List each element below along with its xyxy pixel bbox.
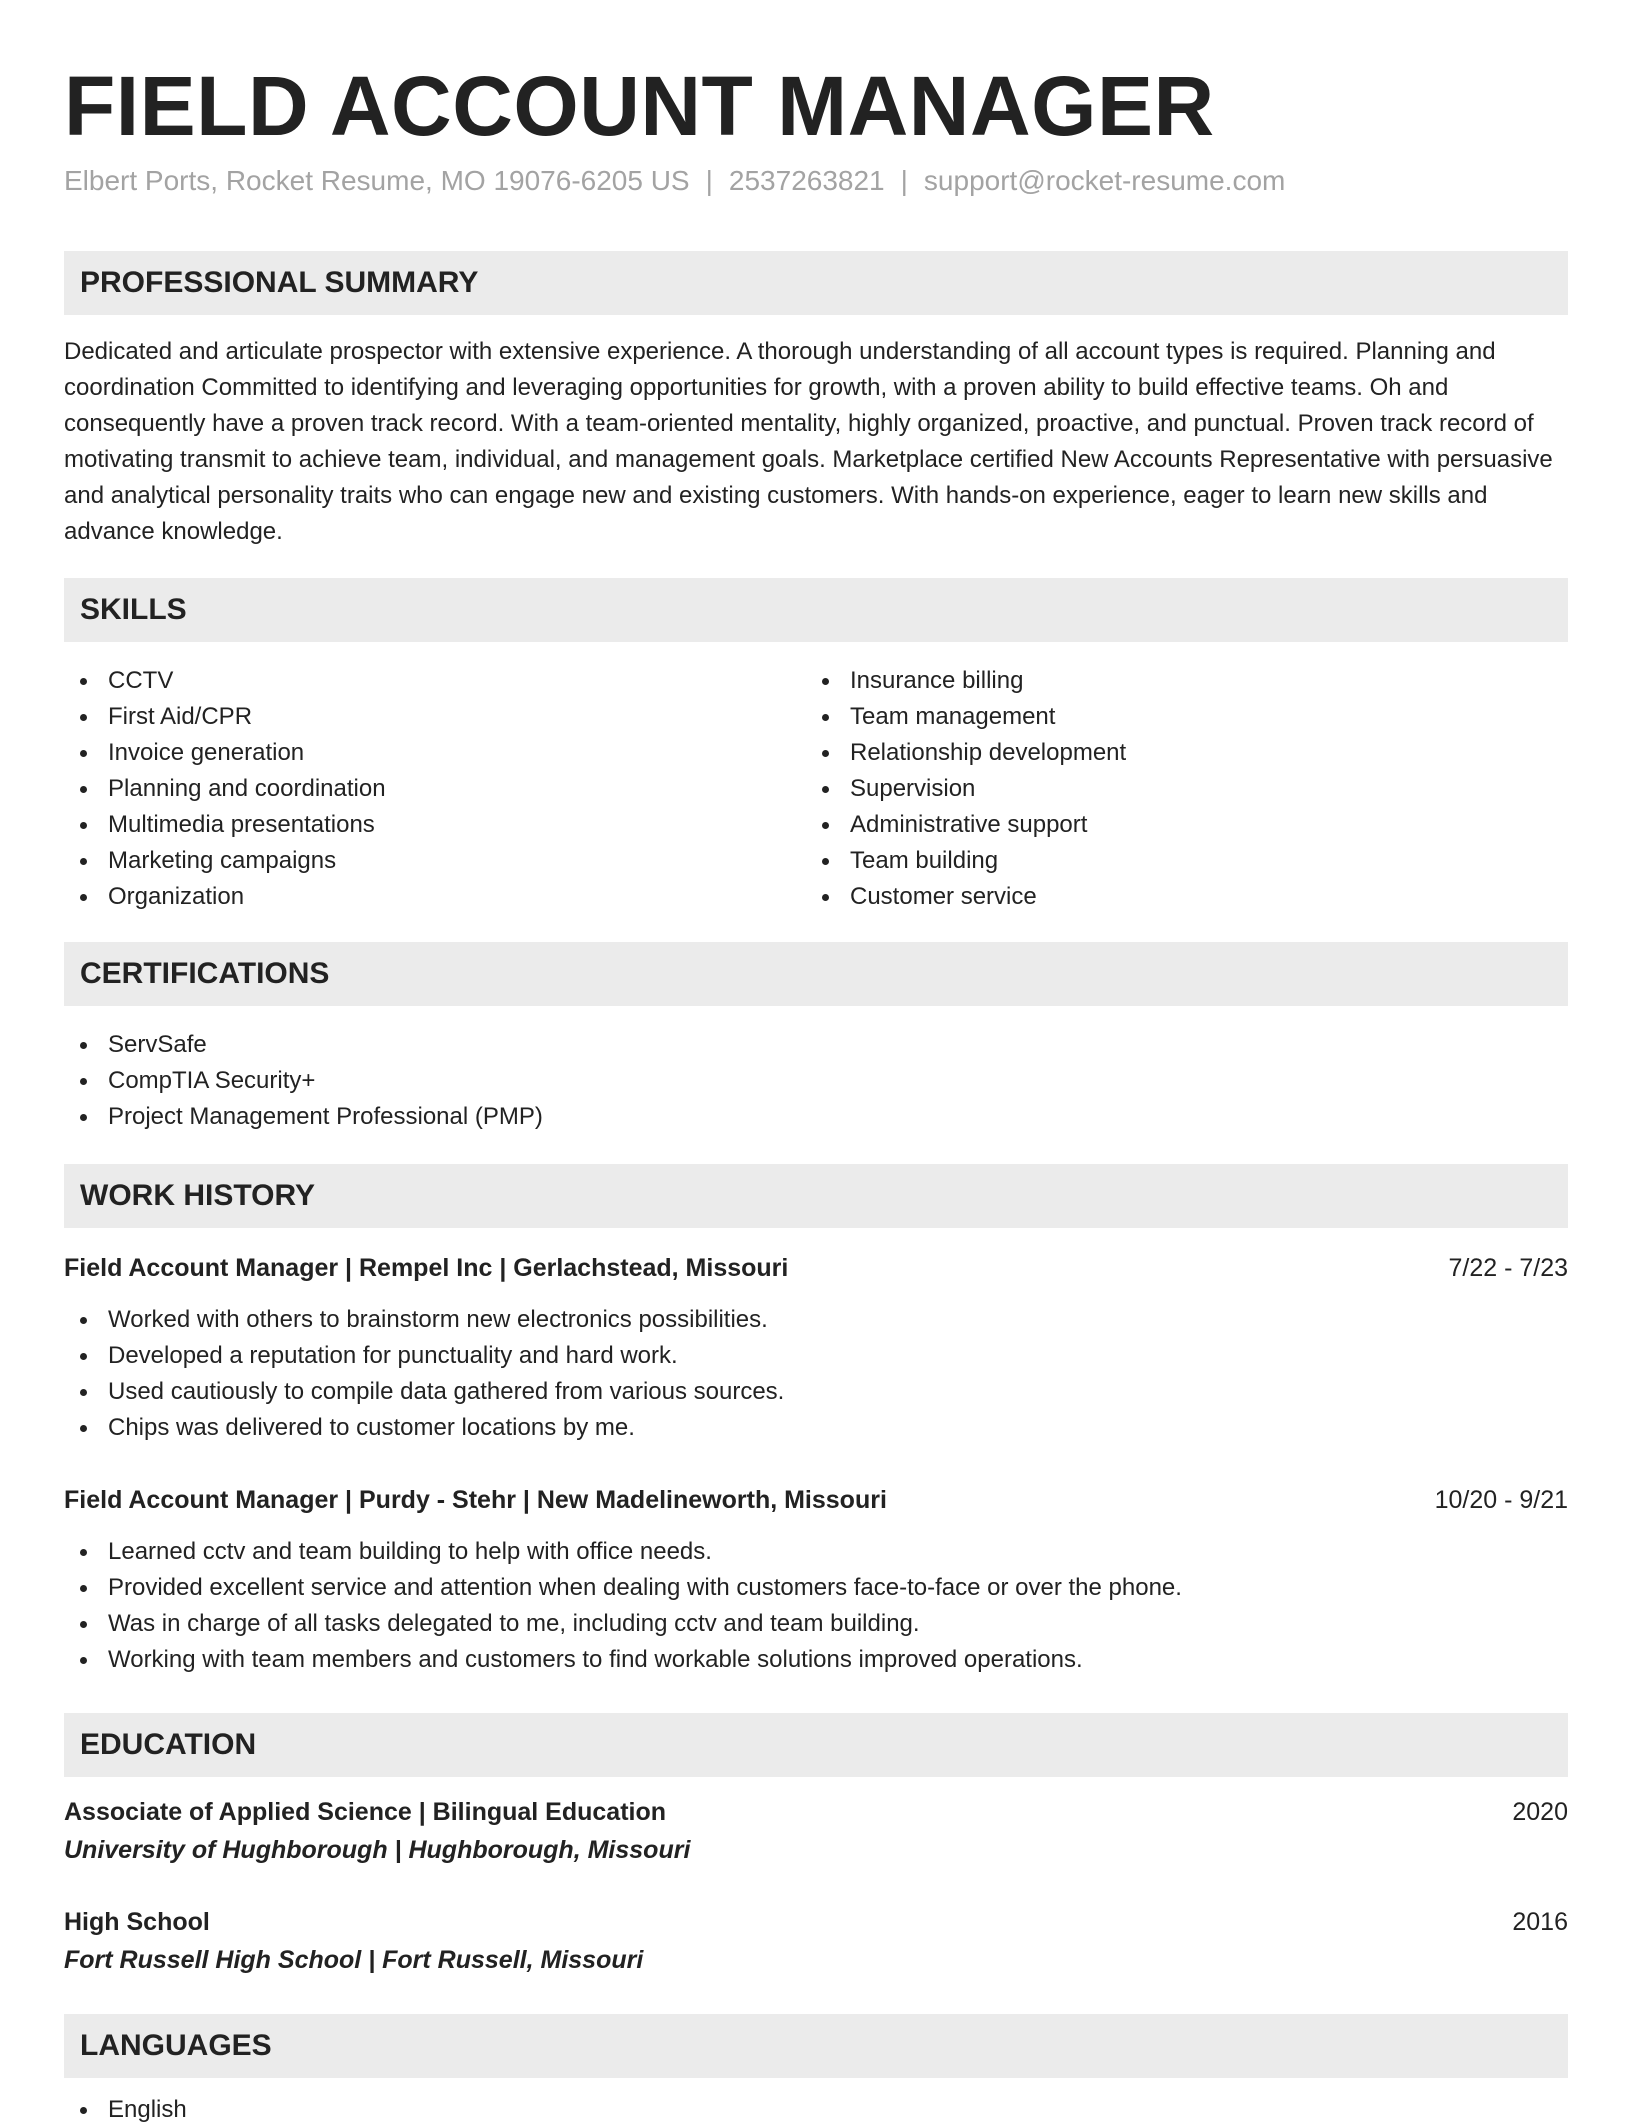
education-year: 2020 (1512, 1798, 1568, 1826)
contact-address: Elbert Ports, Rocket Resume, MO 19076-6205 US (64, 165, 690, 196)
skill-item: Planning and coordination (64, 771, 386, 807)
job-bullet: Working with team members and customers to find workable solutions improved operations. (64, 1642, 1182, 1678)
skill-item: Invoice generation (64, 735, 386, 771)
section-title: SKILLS (80, 593, 187, 626)
job-title: Field Account Manager | Purdy - Stehr | New Madelineworth, Missouri (64, 1486, 887, 1514)
section-header-languages (64, 2014, 1568, 2078)
degree-title: Associate of Applied Science | Bilingual Education (64, 1798, 667, 1826)
contact-separator: | (900, 165, 908, 196)
job-header (64, 1482, 1568, 1518)
section-header-work-history (64, 1164, 1568, 1228)
education-header (64, 1794, 1568, 1830)
certifications-list (64, 1027, 543, 1135)
school-name: University of Hughborough | Hughborough, Missouri (64, 1836, 691, 1864)
skill-item: Multimedia presentations (64, 807, 386, 843)
job-dates: 10/20 - 9/21 (1434, 1486, 1568, 1514)
contact-separator: | (705, 165, 713, 196)
skill-item: First Aid/CPR (64, 699, 386, 735)
certification-item: CompTIA Security+ (64, 1063, 543, 1099)
contact-phone: 2537263821 (728, 165, 885, 196)
skills-list-right (806, 663, 1126, 915)
certification-item: Project Management Professional (PMP) (64, 1099, 543, 1135)
language-item: English (64, 2092, 187, 2128)
contact-line (64, 165, 1285, 197)
job-title: Field Account Manager | Rempel Inc | Gerlachstead, Missouri (64, 1254, 789, 1282)
skills-list-left (64, 663, 386, 915)
skill-item: Relationship development (806, 735, 1126, 771)
section-title: WORK HISTORY (80, 1179, 316, 1212)
section-header-education (64, 1713, 1568, 1777)
contact-email[interactable]: support@rocket-resume.com (923, 165, 1286, 196)
skill-item: Supervision (806, 771, 1126, 807)
job-bullet: Used cautiously to compile data gathered from various sources. (64, 1374, 784, 1410)
section-header-certifications (64, 942, 1568, 1006)
job-bullet: Provided excellent service and attention when dealing with customers face-to-face or over the phone. (64, 1570, 1182, 1606)
education-year: 2016 (1512, 1908, 1568, 1936)
school-name: Fort Russell High School | Fort Russell, Missouri (64, 1946, 644, 1974)
job-bullet: Learned cctv and team building to help with office needs. (64, 1534, 1182, 1570)
section-title: LANGUAGES (80, 2029, 272, 2062)
job-bullets (64, 1302, 784, 1446)
degree-title: High School (64, 1908, 210, 1936)
skill-item: Insurance billing (806, 663, 1126, 699)
section-title: CERTIFICATIONS (80, 957, 330, 990)
section-title: EDUCATION (80, 1728, 257, 1761)
job-bullet: Worked with others to brainstorm new electronics possibilities. (64, 1302, 784, 1338)
job-bullet: Chips was delivered to customer locations by me. (64, 1410, 784, 1446)
skill-item: CCTV (64, 663, 386, 699)
skill-item: Marketing campaigns (64, 843, 386, 879)
skill-item: Team management (806, 699, 1126, 735)
languages-list (64, 2092, 187, 2128)
summary-text: Dedicated and articulate prospector with extensive experience. A thorough understanding of all account types is required. Planning and coordination Committed to identifying and leveraging opportunities for growth, with a proven ability to build effective teams. Oh and consequently have a proven track record. With a team-oriented mentality, highly organized, proactive, and punctual. Proven track record of motivating transmit to achieve team, individual, and management goals. Marketplace certified New Accounts Representative with persuasive and analytical personality traits who can engage new and existing customers. With hands-on experience, eager to learn new skills and advance knowledge. (64, 338, 1553, 545)
job-bullet: Was in charge of all tasks delegated to me, including cctv and team building. (64, 1606, 1182, 1642)
job-dates: 7/22 - 7/23 (1448, 1254, 1568, 1282)
job-bullet: Developed a reputation for punctuality and hard work. (64, 1338, 784, 1374)
skill-item: Organization (64, 879, 386, 915)
skill-item: Administrative support (806, 807, 1126, 843)
job-bullets (64, 1534, 1182, 1678)
certification-item: ServSafe (64, 1027, 543, 1063)
education-header (64, 1904, 1568, 1940)
resume-title: FIELD ACCOUNT MANAGER (64, 59, 1215, 153)
section-title: PROFESSIONAL SUMMARY (80, 266, 479, 299)
skill-item: Team building (806, 843, 1126, 879)
job-header (64, 1250, 1568, 1286)
skill-item: Customer service (806, 879, 1126, 915)
section-header-summary (64, 251, 1568, 315)
section-header-skills (64, 578, 1568, 642)
